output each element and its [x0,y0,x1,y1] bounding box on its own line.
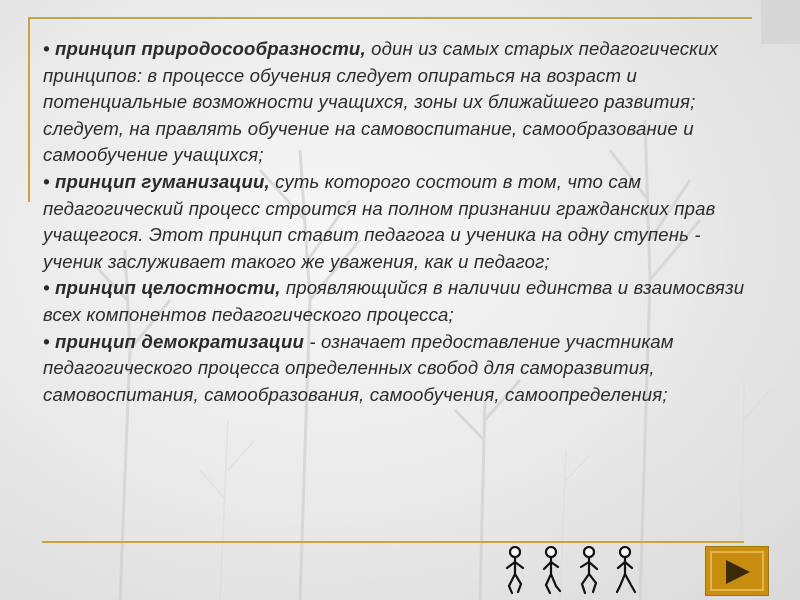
principle-term: • принцип природосообразности, [43,38,366,59]
frame-top-line [28,17,752,19]
frame-bottom-line [42,541,744,543]
principle-description: один из самых старых педагогических принципов: в процессе обучения следует опираться на возраст и потенциальные возможности учащихся, зоны их ближайшего развития; следует, на правлять обучение на самовоспитание, самообразование и самообучение учащихся; [43,38,719,166]
principle-item [43,38,718,165]
play-triangle-icon [724,559,752,585]
slide-text [43,36,755,408]
principle-description: - означает предоставление участникам педагогического процесса определенных свобод для саморазвития, самовоспитания, самообразования, самообучения, самоопределения; [43,330,674,405]
principle-term: • принцип гуманизации, [43,170,270,192]
principle-description: суть которого состоит в том, что сам педагогический процесс строится на полном признании гражданских прав учащегося. Этот принцип ставит педагога и ученика на одну ступень - ученик заслуживает такого же уважения, как и педагог; [43,170,716,272]
principle-term: • принцип демократизации [43,330,304,352]
principle-description: проявляющийся в наличии единства и взаимосвязи всех компонентов педагогического процесса; [43,277,745,325]
principle-term: • принцип целостности, [43,277,281,299]
principle-item [43,171,715,272]
corner-decoration [761,0,800,44]
walking-stick-figures-icon [498,546,648,598]
next-slide-button[interactable] [705,546,769,596]
principle-item [43,277,744,325]
principle-item [43,331,674,405]
frame-left-line [28,17,30,202]
